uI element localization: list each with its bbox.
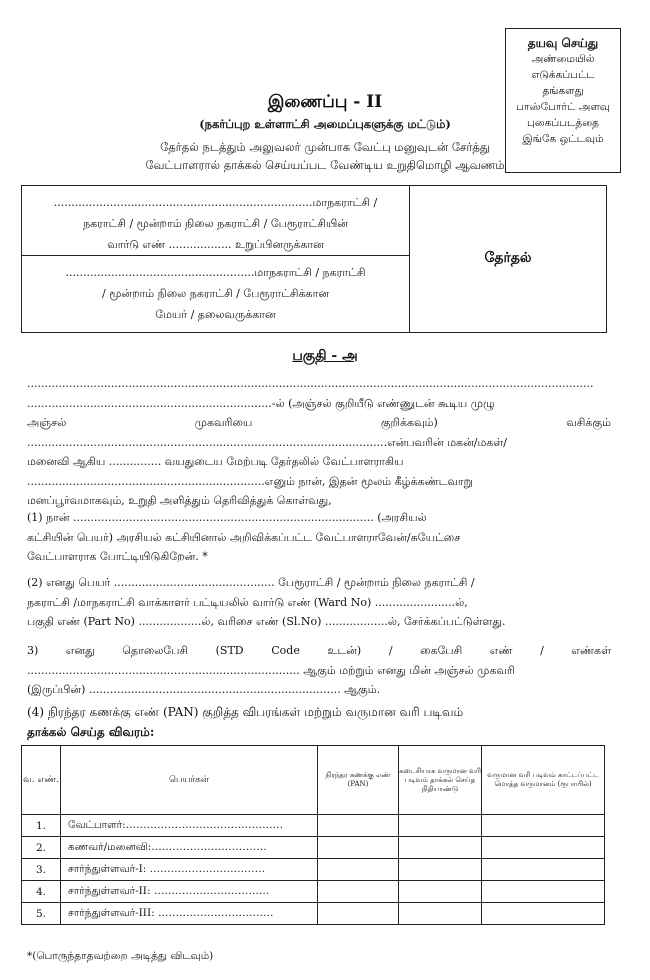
header-total-income: வருமான வரி படிவம் காட்டப்பட்ட மொத்த வருமானம் (ரூபாயில்) <box>482 746 605 815</box>
text-line: தாக்கல் செய்த விவரம்: <box>27 725 155 739</box>
text-line: அஞ்சல் முகவரியை குறிக்கவும்) வசிக்கும் <box>27 416 611 429</box>
document-description <box>0 138 650 174</box>
text-line: ......................................................................-ல் (அஞ்சல் குறியீடு எண்ணுடன் கூடிய முழு <box>27 396 495 410</box>
text-line: கட்சியின் பெயர்) அரசியல் கட்சியினால் அறிவிக்கப்பட்ட வேட்பாளராவேன்/சுயேட்சை <box>27 530 461 544</box>
year-cell[interactable] <box>399 859 482 881</box>
table-header-row <box>22 746 605 815</box>
table-row <box>22 815 605 837</box>
table-row <box>22 837 605 859</box>
row-number: 2. <box>22 837 61 859</box>
text-line: .............................................................................. ஆகும் மற்றும் எனது மின் அஞ்சல் முகவரி <box>27 663 515 677</box>
income-cell[interactable] <box>482 815 605 837</box>
text-line: ....................................................................எனும் நான், இதன் மூலம் கீழ்க்கண்டவாறு <box>27 474 473 488</box>
text-line: 3) எனது தொலைபேசி (STD Code உடன்) / கைபேசி எண் / எண்கள் <box>27 644 611 657</box>
election-label: தேர்தல் <box>484 250 532 266</box>
pan-cell[interactable] <box>318 837 399 859</box>
photo-instruction-line: இங்கே ஒட்டவும் <box>522 133 604 145</box>
row-name: சார்ந்துள்ளவர்-I: …………………………… <box>61 859 318 881</box>
header-names: பெயர்கள் <box>61 746 318 815</box>
header-sl-no: வ. எண். <box>22 746 61 815</box>
intro-paragraph <box>27 374 611 511</box>
row-name: சார்ந்துள்ளவர்-III: …………………………… <box>61 903 318 925</box>
election-type-column <box>22 186 410 332</box>
year-cell[interactable] <box>399 837 482 859</box>
photo-instruction-line: அண்மையில் <box>531 53 595 65</box>
income-cell[interactable] <box>482 881 605 903</box>
pan-cell[interactable] <box>318 859 399 881</box>
income-cell[interactable] <box>482 837 605 859</box>
cell-line: மேயர் / தலைவருக்கான <box>155 308 276 321</box>
photo-instruction-line: தங்களது <box>542 85 584 97</box>
item-1-party <box>27 508 611 567</box>
description-line: வேட்பாளரால் தாக்கல் செய்யப்பட வேண்டிய உறுதிமொழி ஆவணம் <box>145 158 505 172</box>
year-cell[interactable] <box>399 815 482 837</box>
election-header-table <box>21 185 607 333</box>
row-number: 5. <box>22 903 61 925</box>
pan-cell[interactable] <box>318 815 399 837</box>
text-line: (1) நான் ...................................................................................... (அரசியல் <box>27 511 427 524</box>
cell-line: ..........................................................................மாநகராட்சி / <box>53 196 378 209</box>
page-subtitle: (நகர்ப்புற உள்ளாட்சி அமைப்புகளுக்கு மட்டும்) <box>199 117 451 131</box>
part-heading <box>0 348 650 366</box>
text-line: .......................................................................................................என்பவரின் மகன்/மகள்/ <box>27 435 507 449</box>
pan-cell[interactable] <box>318 903 399 925</box>
row-number: 1. <box>22 815 61 837</box>
description-line: தேர்தல் நடத்தும் அலுவலர் முன்பாக வேட்பு மனுவுடன் சேர்த்து <box>160 140 490 154</box>
row-name: சார்ந்துள்ளவர்-II: …………………………… <box>61 881 318 903</box>
text-line: வேட்பாளராக போட்டியிடுகிறேன். * <box>27 550 208 563</box>
text-line: .................................................................................................................................................................. <box>27 377 594 390</box>
page-title: இணைப்பு - II <box>267 92 383 112</box>
photo-instruction-line: தயவு செய்து <box>527 36 599 50</box>
text-line: மனப்பூர்வமாகவும், உறுதி அளித்தும் தெரிவித்துக் கொள்வது, <box>27 494 332 507</box>
cell-line: நகராட்சி / மூன்றாம் நிலை நகராட்சி / பேரூராட்சியின் <box>83 217 348 230</box>
income-cell[interactable] <box>482 903 605 925</box>
photo-instruction-line: பாஸ்போர்ட் அளவு <box>516 101 610 113</box>
row-number: 3. <box>22 859 61 881</box>
text-line: நகராட்சி /மாநகராட்சி வாக்காளர் பட்டியலில் வார்டு எண் (Ward No) .......................ல், <box>27 595 468 609</box>
table-row <box>22 903 605 925</box>
text-line: மனைவி ஆகிய ............... வயதுடைய மேற்படி தேர்தலில் வேட்பாளராகிய <box>27 455 404 468</box>
text-line: (2) எனது பெயர் .............................................. பேரூராட்சி / மூன்றாம் நிலை நகராட்சி / <box>27 576 475 589</box>
cell-line: வார்டு எண் .................. உறுப்பினருக்கான <box>107 238 324 251</box>
row-name: வேட்பாளர்:……………………………………… <box>61 815 318 837</box>
year-cell[interactable] <box>399 903 482 925</box>
photo-instruction-line: எடுக்கப்பட்ட <box>531 69 595 81</box>
year-cell[interactable] <box>399 881 482 903</box>
photo-instruction-line: புகைப்படத்தை <box>526 117 600 129</box>
text-line: பகுதி எண் (Part No) ..................ல், வரிசை எண் (Sl.No) ..................ல், சேர்க்கப்பட்டுள்ளது. <box>27 615 506 628</box>
ward-member-cell <box>22 186 409 256</box>
table-row <box>22 881 605 903</box>
pan-cell[interactable] <box>318 881 399 903</box>
row-number: 4. <box>22 881 61 903</box>
header-pan: நிரந்தர கணக்கு எண் (PAN) <box>318 746 399 815</box>
text-line: (4) நிரந்தர கணக்கு எண் (PAN) குறித்த விபரங்கள் மற்றும் வருமான வரி படிவம் <box>27 705 464 719</box>
table-row <box>22 859 605 881</box>
item-3-contact <box>27 641 611 700</box>
item-4-pan <box>27 702 611 742</box>
income-cell[interactable] <box>482 859 605 881</box>
cell-line: ......................................................மாநகராட்சி / நகராட்சி <box>65 266 366 279</box>
mayor-chairman-cell <box>22 256 409 338</box>
text-line: (இருப்பின்) ........................................................................ ஆகும். <box>27 683 381 696</box>
cell-line: / மூன்றாம் நிலை நகராட்சி / பேரூராட்சிக்கான <box>102 287 329 300</box>
footnote: *(பொருந்தாதவற்றை அடித்து விடவும்) <box>27 950 214 962</box>
pan-details-table <box>21 745 605 925</box>
item-2-electoral-roll <box>27 573 611 632</box>
row-name: கணவர்/மனைவி:…………………………… <box>61 837 318 859</box>
part-title: பகுதி - அ <box>292 348 358 364</box>
header-last-filing-year: கடைசியாக வருமான வரி படிவம் தாக்கல் செய்த நிதியாண்டு <box>399 746 482 815</box>
